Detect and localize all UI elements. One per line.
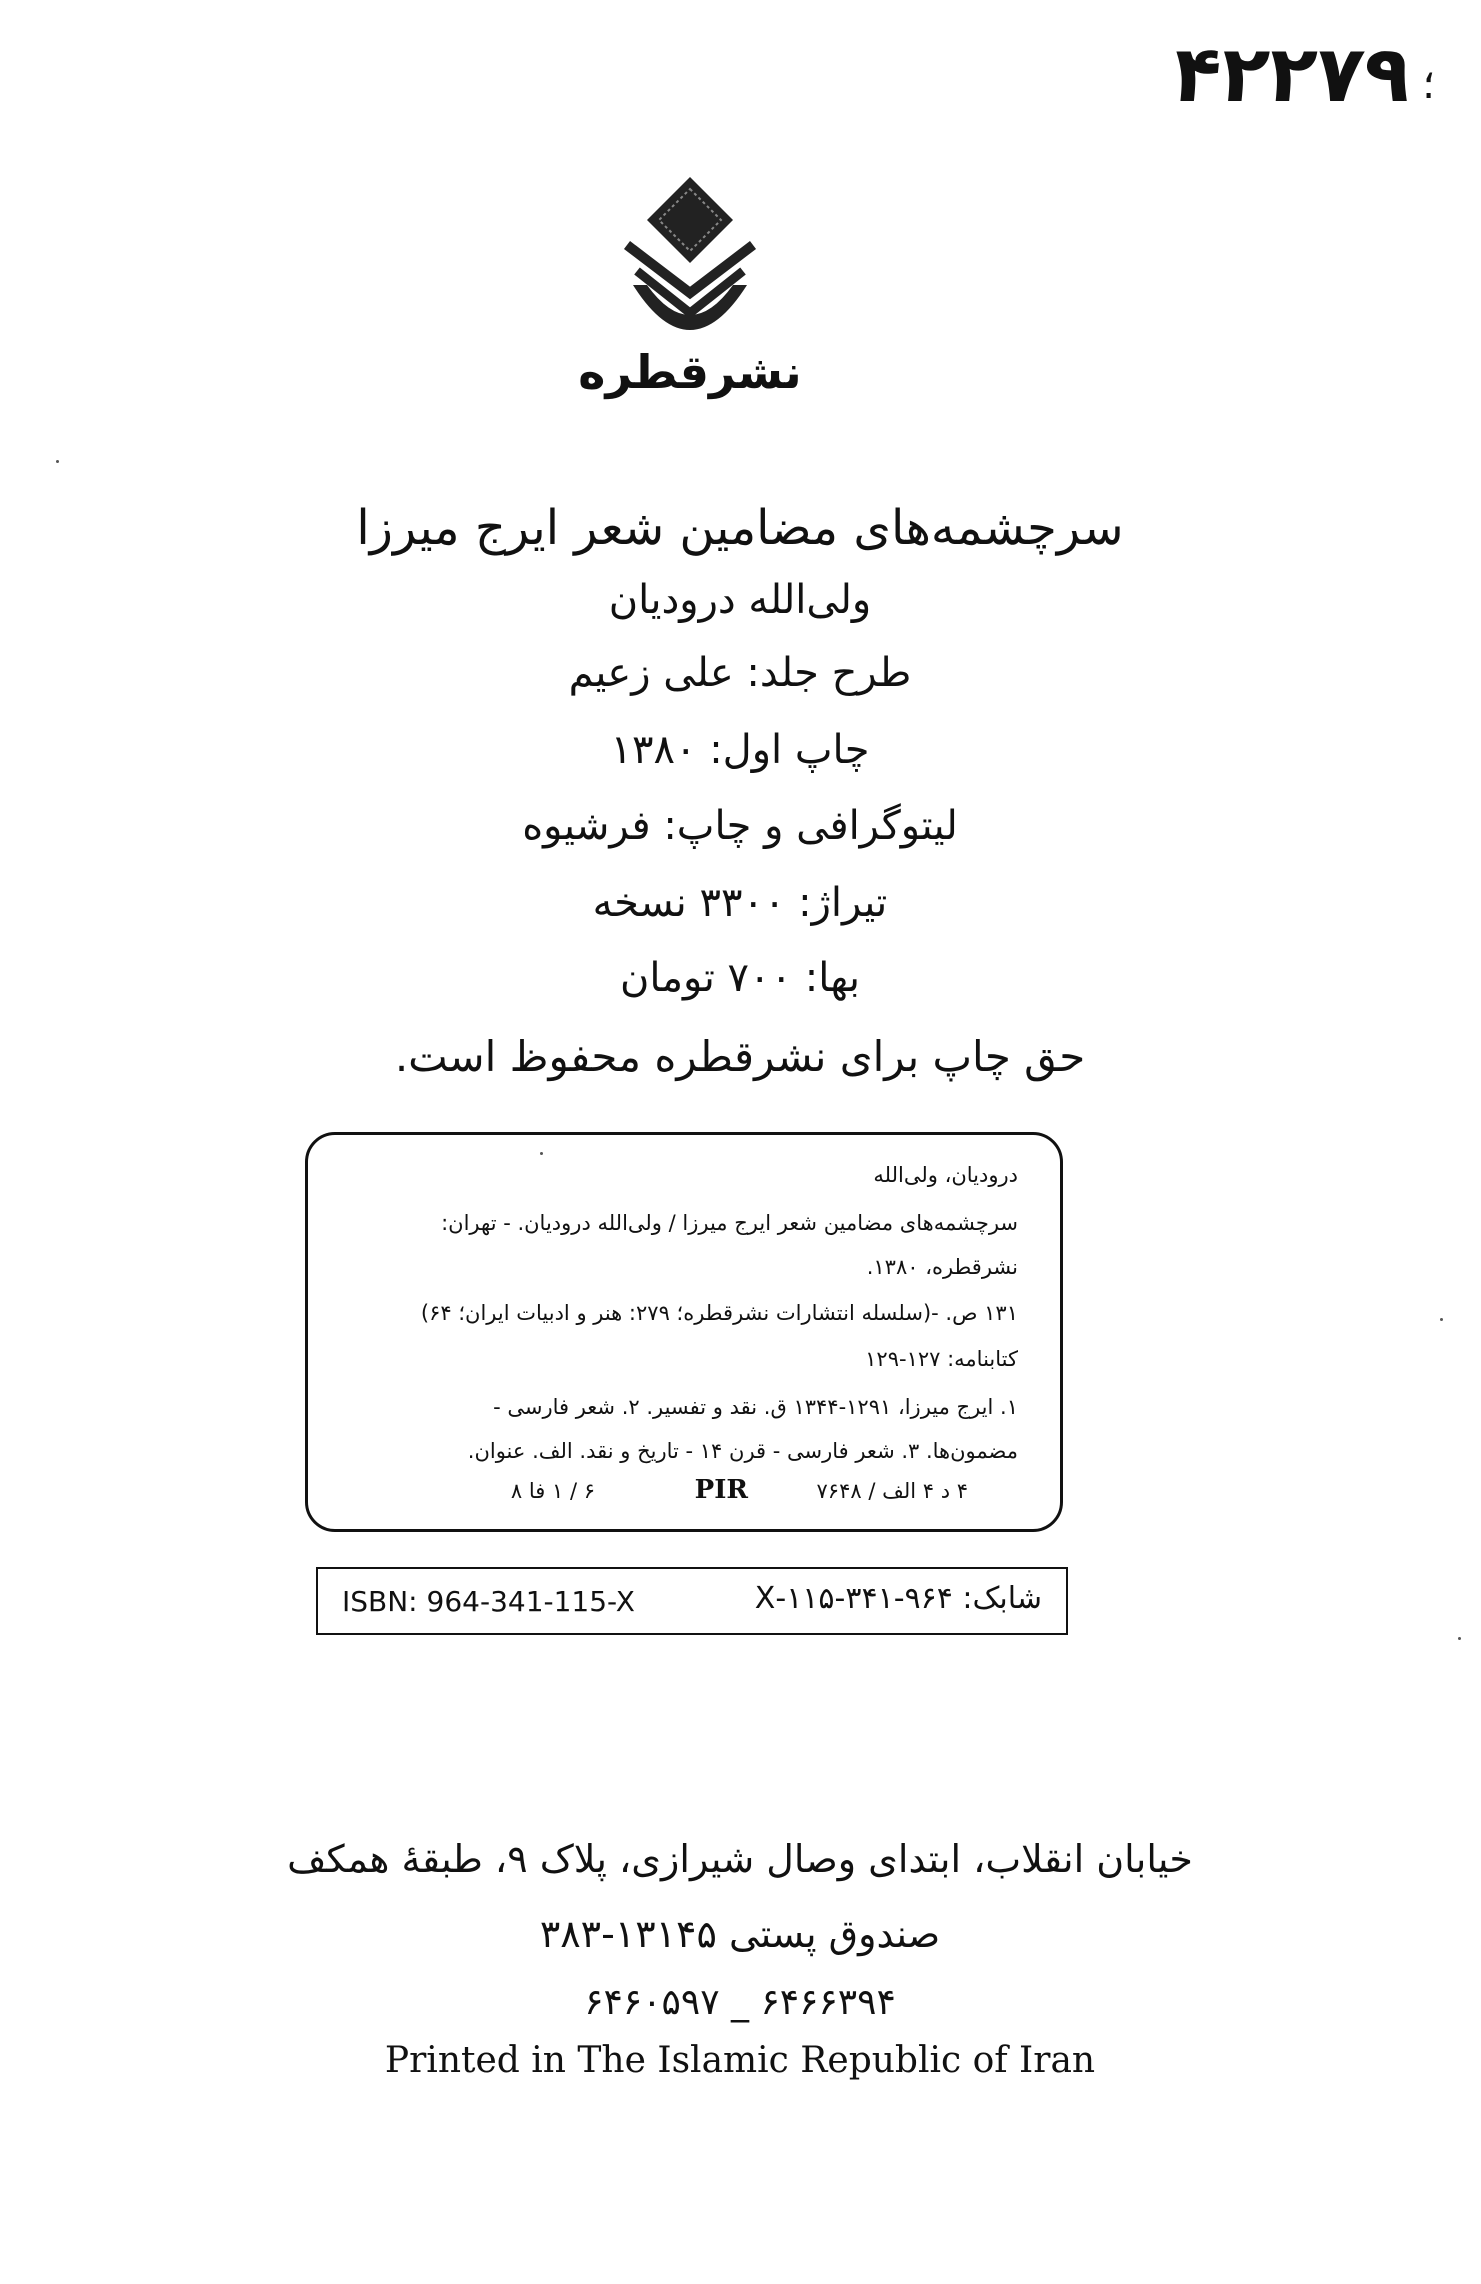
publisher-name: نشرقطره [578, 345, 802, 399]
printed-in-notice: Printed in The Islamic Republic of Iran [384, 2040, 1096, 2081]
po-box: صندوق پستی ۱۳۱۴۵-۳۸۳ [539, 1912, 941, 1956]
catalog-line: ۱. ایرج میرزا، ۱۲۹۱-۱۳۴۴ ق. نقد و تفسیر. ۲. شعر فارسی - [493, 1395, 1018, 1419]
catalog-classification-suffix: ۶ / ۱ فا ۸ [510, 1479, 595, 1503]
isbn-latin: ISBN: 964-341-115-X [342, 1585, 635, 1618]
colophon [240, 0, 1240, 1100]
catalog-line: کتابنامه: ۱۲۷-۱۲۹ [865, 1347, 1018, 1371]
catalog-line: ۱۳۱ ص. -(سلسله انتشارات نشرقطره؛ ۲۷۹: هنر و ادبیات ایران؛ ۶۴) [420, 1301, 1018, 1325]
catalog-line: سرچشمه‌های مضامین شعر ایرج میرزا / ولی‌الله درودیان. - تهران: [441, 1211, 1018, 1235]
catalog-line: مضمون‌ها. ۳. شعر فارسی - قرن ۱۴ - تاریخ و نقد. الف. عنوان. [467, 1439, 1018, 1463]
catalog-classification-pir: PIR [694, 1475, 748, 1505]
phone-numbers: ۶۴۶۶۳۹۴ _ ۶۴۶۰۵۹۷ [584, 1982, 896, 2023]
isbn-persian: شابک: ۹۶۴-۳۴۱-۱۱۵-X [754, 1581, 1042, 1616]
book-price: بها: ۷۰۰ تومان [620, 955, 860, 1001]
handwritten-mark: ؛ [1422, 62, 1435, 108]
publisher-address: خیابان انقلاب، ابتدای وصال شیرازی، پلاک ۹، طبقهٔ همکف [287, 1837, 1193, 1881]
book-title: سرچشمه‌های مضامین شعر ایرج میرزا [356, 500, 1124, 556]
cover-designer: طرح جلد: علی زعیم [568, 650, 912, 696]
speck [56, 460, 59, 463]
first-print-year: چاپ اول: ۱۳۸۰ [610, 727, 870, 773]
catalog-line: درودیان، ولی‌الله [873, 1163, 1018, 1187]
cataloging-in-publication-box [305, 1132, 1063, 1532]
isbn-box [316, 1567, 1068, 1635]
speck [540, 1152, 543, 1155]
author-name: ولی‌الله درودیان [608, 577, 872, 623]
print-circulation: تیراژ: ۳۳۰۰ نسخه [592, 880, 888, 926]
handwritten-accession-number: ۴۲۲۷۹ [1168, 30, 1416, 120]
copyright-notice: حق چاپ برای نشرقطره محفوظ است. [394, 1032, 1086, 1081]
lithography-printer: لیتوگرافی و چاپ: فرشیوه [522, 803, 958, 849]
catalog-classification: ۴ د ۴ الف / ۷۶۴۸ [816, 1479, 968, 1503]
speck [1440, 1318, 1443, 1321]
catalog-line: نشرقطره، ۱۳۸۰. [866, 1255, 1018, 1279]
speck [1458, 1637, 1461, 1640]
